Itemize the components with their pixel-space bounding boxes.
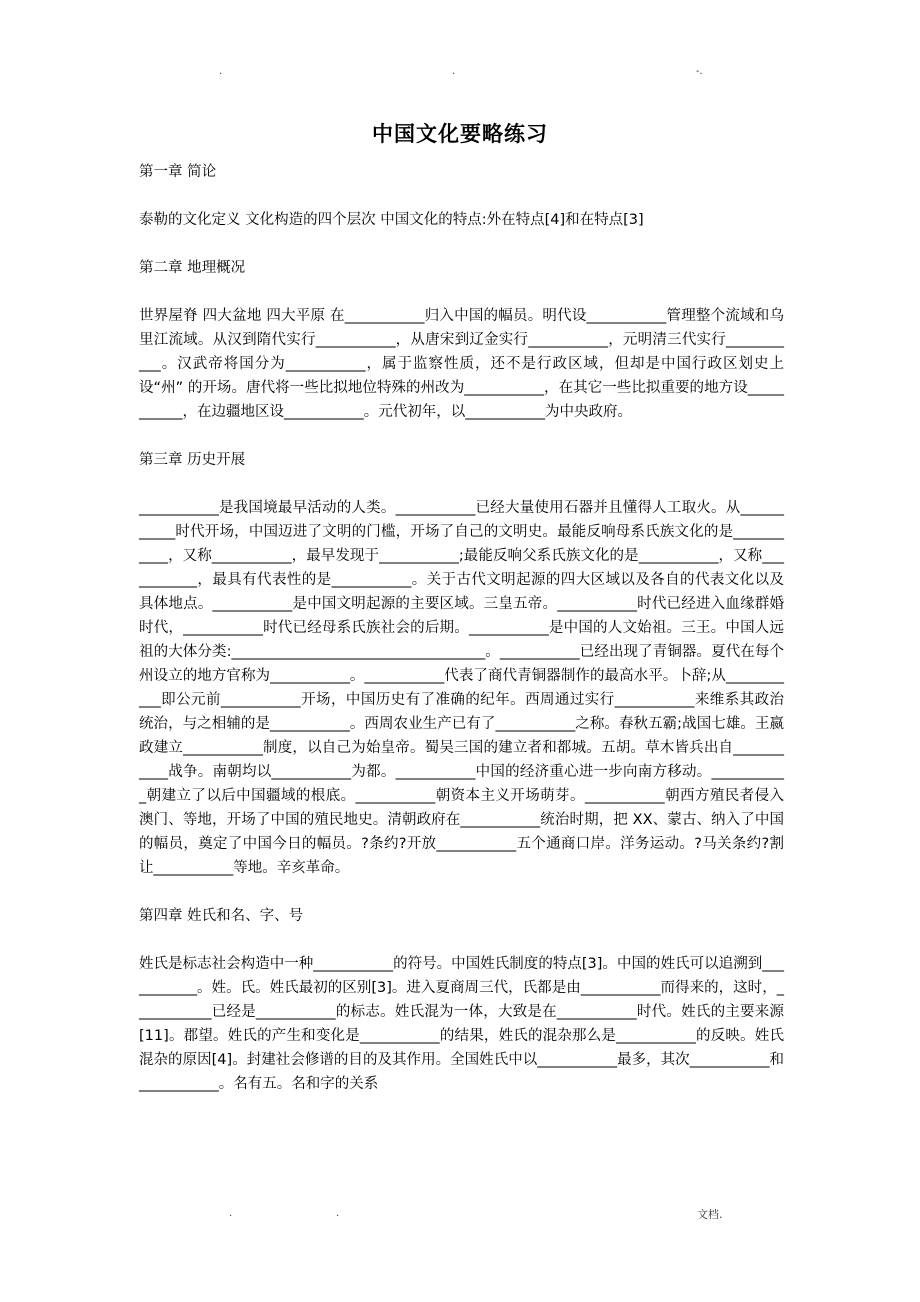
chapter-3-heading: 第三章 历史开展 [139,452,246,468]
footer-mark: . [229,1208,233,1219]
chapter-1-heading: 第一章 简论 [139,164,217,180]
chapter-3-text: ___________是我国境最早活动的人类。___________已经大量使用石器并且懂得人工取火。从___________时代开场，中国迈进了文明的门槛，开场了自己的文明史。最能反响母系氏族文化的是___________，又称___________，最早发现于___________;最能反响父系氏族文化的是___________，又称___________，最具有代表性的是___________。关于古代文明起源的四大区域以及各自的代表文化以及具体地点。___________是中国文明起源的主要区域。三皇五帝。___________时代已经进入血缘群婚时代，___________时代已经母系氏族社会的后期。___________是中国的人文始祖。三王。中国人远祖的大体分类:___________________________________。___________已经出现了青铜器。夏代在每个州设立的地方官称为___________。___________代表了商代青铜器制作的最高水平。卜辞;从___________即公元前___________开场，中国历史有了准确的纪年。西周通过实行___________来维系其政治统治，与之相辅的是___________。西周农业生产已有了___________之称。春秋五霸;战国七雄。王嬴政建立___________制度，以自己为始皇帝。蜀吴三国的建立者和都城。五胡。草木皆兵出自___________战争。南朝均以___________为都。___________中国的经济重心进一步向南方移动。___________朝建立了以后中国疆域的根底。___________朝资本主义开场萌芽。___________朝西方殖民者侵入澳门、等地，开场了中国的殖民地史。清朝政府在___________统治时期，把 XX、蒙古、纳入了中国的幅员，奠定了中国今日的幅员。?条约?开放___________五个通商口岸。洋务运动。?马关条约?割让___________等地。辛亥革命。 [139,500,784,876]
chapter-2-heading: 第二章 地理概况 [139,260,246,276]
chapter-4-text: 姓氏是标志社会构造中一种___________的符号。中国姓氏制度的特点[3]。中国的姓氏可以追溯到___________。姓。氏。姓氏最初的区别[3]。进入夏商周三代，氏都是由___________而得来的，这时，___________已经是___________的标志。姓氏混为一体，大致是在___________时代。姓氏的主要来源[11]。郡望。姓氏的产生和变化是___________的结果，姓氏的混杂那么是___________的反映。姓氏混杂的原因[4]。封建社会修谱的目的及其作用。全国姓氏中以___________最多，其次___________和___________。名有五。名和字的关系 [139,956,784,1092]
chapter-1-text: 泰勒的文化定义 文化构造的四个层次 中国文化的特点:外在特点[4]和在特点[3] [139,212,644,228]
chapter-4-heading: 第四章 姓氏和名、字、号 [139,908,304,924]
header-mark: . [219,66,223,77]
header-mark: -. [696,66,703,77]
footer-mark: . [336,1208,340,1219]
page-title: 中国文化要略练习 [372,122,548,146]
document-body [139,160,784,1120]
chapter-2-text: 世界屋脊 四大盆地 四大平原 在___________归入中国的幅员。明代设___________管理整个流域和乌里江流域。从汉到隋代实行___________，从唐宋到辽金实行___________，元明清三代实行___________。汉武帝将国分为___________，属于监察性质，还不是行政区域，但却是中国行政区划史上设“州” 的开场。唐代将一些比拟地位特殊的州改为___________，在其它一些比拟重要的地方设___________，在边疆地区设___________。元代初年，以___________为中央政府。 [139,308,784,420]
header-mark: . [452,66,456,77]
footer-label: 文档. [697,1208,723,1221]
